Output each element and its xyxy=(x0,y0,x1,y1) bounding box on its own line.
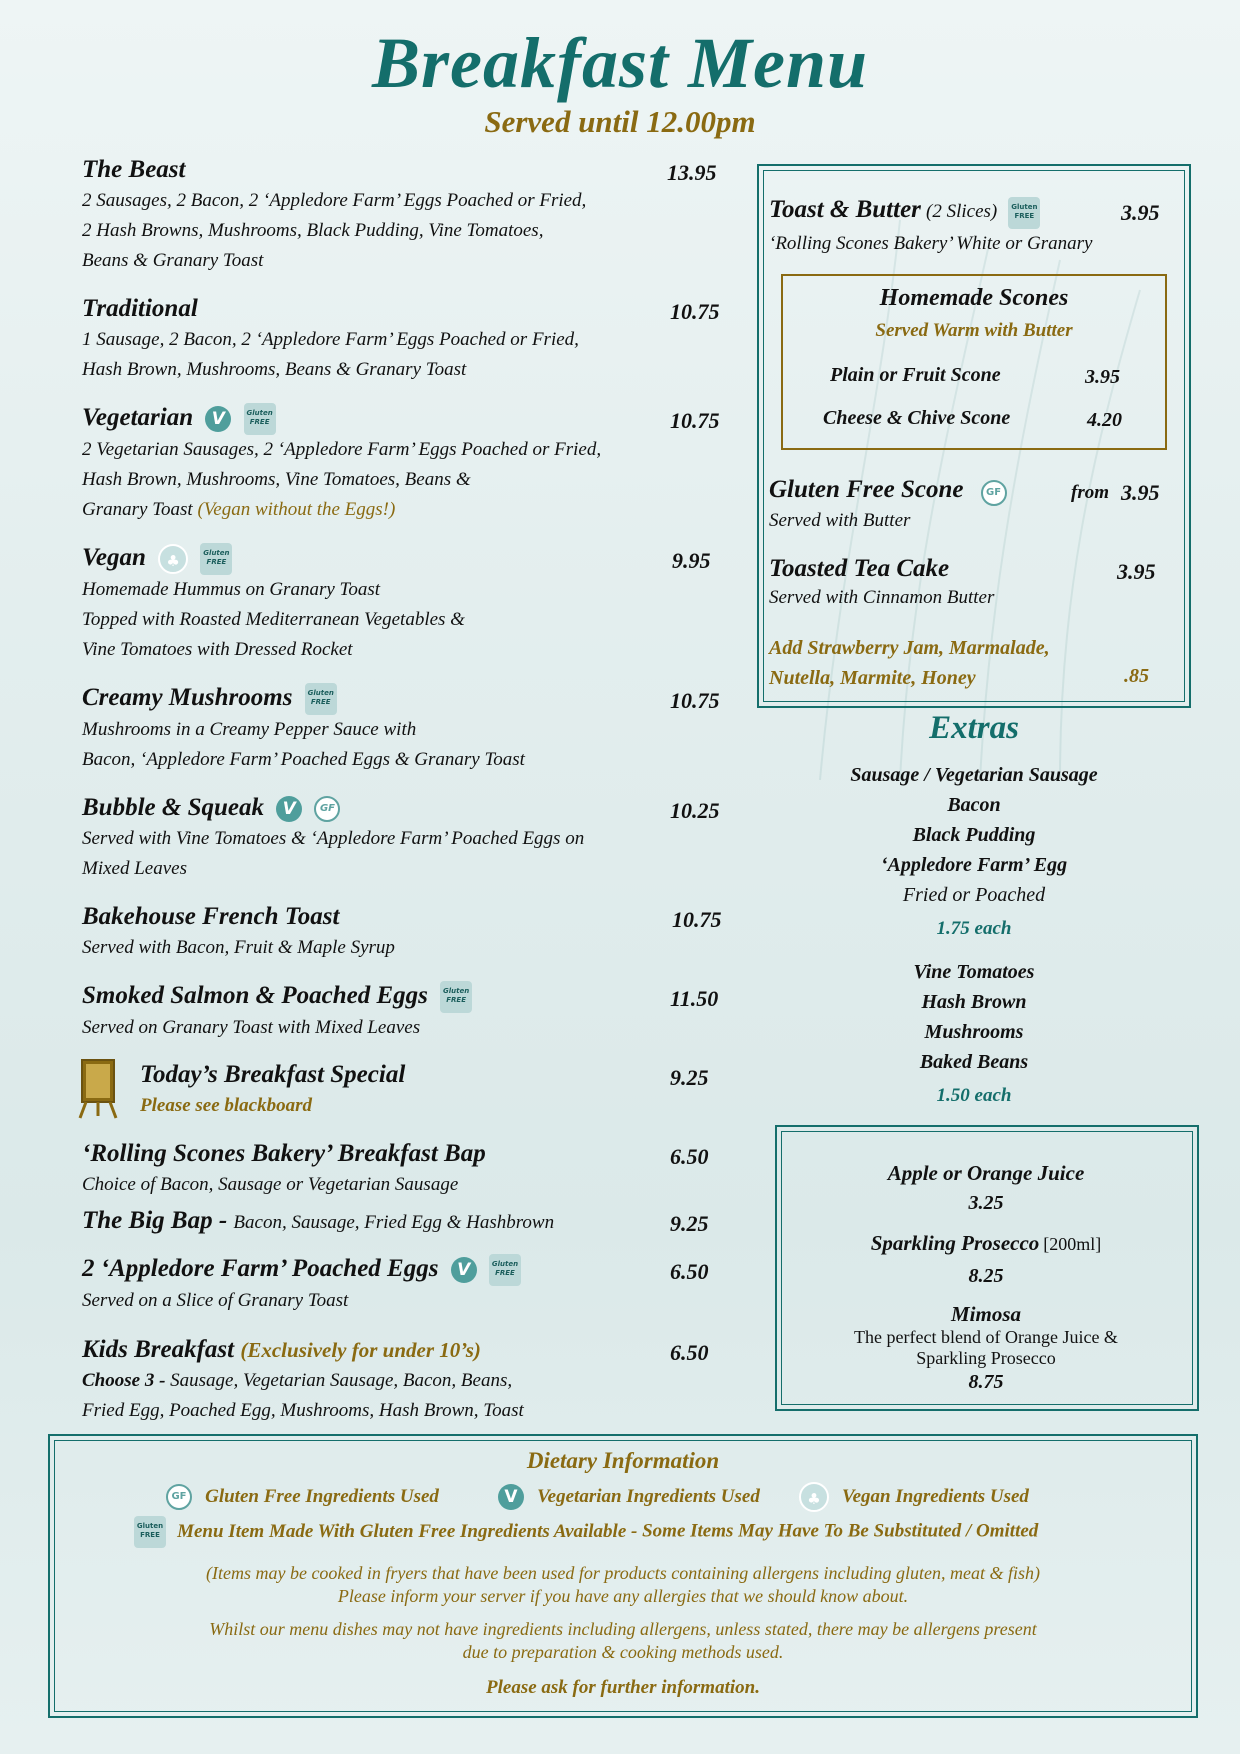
gluten-free-available-icon: Gluten FREE xyxy=(305,683,337,715)
drink-name: Sparkling Prosecco xyxy=(870,1231,1040,1255)
add-ons-line: Add Strawberry Jam, Marmalade, xyxy=(769,637,1050,659)
item-name: Creamy Mushrooms xyxy=(82,684,293,711)
drinks-list xyxy=(777,1158,1195,1395)
right-item-tea-cake xyxy=(769,555,1169,613)
item-name: Traditional xyxy=(82,295,198,322)
item-price: 6.50 xyxy=(670,1259,709,1284)
item-desc-line: Sausage, Vegetarian Sausage, Bacon, Beans, xyxy=(170,1370,513,1391)
extras-title: Extras xyxy=(929,710,1019,746)
extras-group-1 xyxy=(757,760,1191,944)
vegetarian-icon: V xyxy=(498,1484,524,1510)
gluten-free-icon: GF xyxy=(981,480,1007,506)
drink-name: Apple or Orange Juice xyxy=(887,1161,1085,1185)
item-name: Vegetarian xyxy=(82,404,194,431)
item-desc: Served with Cinnamon Butter xyxy=(769,587,995,608)
drink-desc: Sparkling Prosecco xyxy=(916,1348,1056,1368)
item-price: 9.25 xyxy=(670,1211,709,1236)
scone-item-price: 3.95 xyxy=(1085,366,1120,388)
item-name: Bakehouse French Toast xyxy=(82,903,340,930)
item-price: 13.95 xyxy=(667,160,717,185)
extra-item: Sausage / Vegetarian Sausage xyxy=(850,764,1098,786)
item-desc-line: Fried Egg, Poached Egg, Mushrooms, Hash Brown, Toast xyxy=(82,1400,524,1421)
item-qty: (2 Slices) xyxy=(926,201,998,222)
item-desc-line: Beans & Granary Toast xyxy=(82,250,264,271)
item-price: 6.50 xyxy=(670,1340,709,1365)
vegan-icon: ♣ xyxy=(158,544,188,574)
gluten-free-available-icon: Gluten FREE xyxy=(1008,197,1040,229)
menu-item-creamy-mushrooms xyxy=(82,682,722,775)
legend-gfa-note: - Some Items May Have To Be Substituted / Omitted xyxy=(626,1520,1039,1542)
item-desc-line: Mushrooms in a Creamy Pepper Sauce with xyxy=(82,719,417,741)
menu-item-breakfast-special xyxy=(140,1059,720,1121)
item-desc-line: Choice of Bacon, Sausage or Vegetarian Sausage xyxy=(82,1174,459,1195)
item-name: ‘Rolling Scones Bakery’ Breakfast Bap xyxy=(82,1140,486,1167)
legend-gfa-label: Menu Item Made With Gluten Free Ingredients Available xyxy=(177,1520,627,1542)
gluten-free-available-icon: Gluten FREE xyxy=(244,403,276,435)
item-desc-line: Served on a Slice of Granary Toast xyxy=(82,1290,349,1312)
vegan-icon: ♣ xyxy=(799,1482,829,1512)
item-price: 10.75 xyxy=(670,299,720,324)
extra-price: 1.50 each xyxy=(936,1085,1012,1106)
item-desc: ‘Rolling Scones Bakery’ White or Granary xyxy=(769,232,1093,254)
item-desc-line: Homemade Hummus on Granary Toast xyxy=(82,579,381,601)
menu-item-vegetarian xyxy=(82,402,722,525)
allergen-line: (Items may be cooked in fryers that have been used for products containing allergens including gluten, meat & fish) xyxy=(205,1563,1040,1583)
extra-item: Bacon xyxy=(947,794,1001,816)
item-price: 3.95 xyxy=(1121,200,1160,225)
extra-item: Vine Tomatoes xyxy=(913,961,1035,983)
item-name: Toasted Tea Cake xyxy=(769,555,950,582)
vegan-note: (Vegan without the Eggs!) xyxy=(197,499,396,521)
allergen-line: Whilst our menu dishes may not have ingredients including allergens, unless stated, there may be allergens present xyxy=(209,1619,1037,1639)
gluten-free-available-icon: Gluten FREE xyxy=(134,1516,166,1548)
allergen-line: due to preparation & cooking methods used. xyxy=(462,1642,784,1662)
item-price: 11.50 xyxy=(670,986,719,1011)
menu-item-breakfast-bap xyxy=(82,1138,722,1200)
item-name: Toast & Butter xyxy=(769,196,921,223)
item-name: Kids Breakfast xyxy=(82,1336,235,1363)
item-desc-line: Served on Granary Toast with Mixed Leaves xyxy=(82,1017,421,1039)
vegetarian-icon: V xyxy=(205,406,231,432)
kids-note: (Exclusively for under 10’s) xyxy=(240,1338,481,1362)
gluten-free-available-icon: Gluten FREE xyxy=(489,1254,521,1286)
item-desc-line: Granary Toast xyxy=(82,499,193,521)
item-desc-line: 1 Sausage, 2 Bacon, 2 ‘Appledore Farm’ Eggs Poached or Fried, xyxy=(82,329,579,350)
menu-item-french-toast xyxy=(82,901,722,963)
ask-info-line: Please ask for further information. xyxy=(486,1677,760,1698)
legend-vegan-label: Vegan Ingredients Used xyxy=(842,1485,1029,1507)
extra-price: 1.75 each xyxy=(936,918,1012,939)
drink-price: 3.25 xyxy=(968,1192,1004,1214)
item-desc-line: 2 Sausages, 2 Bacon, 2 ‘Appledore Farm’ Eggs Poached or Fried, xyxy=(82,190,587,211)
item-name: The Big Bap - xyxy=(82,1207,234,1234)
item-name: The Beast xyxy=(82,156,186,183)
item-price: 10.75 xyxy=(670,408,720,433)
menu-item-big-bap xyxy=(82,1205,722,1239)
extra-note: Fried or Poached xyxy=(902,884,1046,906)
extra-item: ‘Appledore Farm’ Egg xyxy=(880,854,1068,876)
item-desc-line: Please see blackboard xyxy=(140,1095,313,1116)
allergen-line: Please inform your server if you have any allergies that we should know about. xyxy=(337,1586,909,1606)
item-price: 6.50 xyxy=(670,1144,709,1169)
item-desc-line: Vine Tomatoes with Dressed Rocket xyxy=(82,639,353,661)
price-from-label: from xyxy=(1071,482,1109,503)
gluten-free-available-icon: Gluten FREE xyxy=(200,543,232,575)
menu-item-bubble-squeak xyxy=(82,792,722,884)
item-desc-line: Hash Brown, Mushrooms, Beans & Granary Toast xyxy=(82,359,467,380)
allergen-notice xyxy=(48,1562,1198,1699)
item-name: 2 ‘Appledore Farm’ Poached Eggs xyxy=(82,1255,439,1282)
gluten-free-icon: GF xyxy=(166,1484,192,1510)
extra-item: Hash Brown xyxy=(921,991,1027,1013)
scone-item-name: Plain or Fruit Scone xyxy=(830,364,1001,386)
drink-desc: The perfect blend of Orange Juice & xyxy=(854,1327,1118,1347)
right-item-gf-scone xyxy=(769,476,1169,536)
item-desc-line: Hash Brown, Mushrooms, Vine Tomatoes, Beans & xyxy=(82,469,471,491)
item-name: Smoked Salmon & Poached Eggs xyxy=(82,982,428,1009)
extra-item: Black Pudding xyxy=(912,824,1036,846)
item-price: 9.25 xyxy=(670,1065,709,1090)
dietary-title: Dietary Information xyxy=(526,1448,720,1473)
menu-subtitle: Served until 12.00pm xyxy=(484,104,756,139)
item-desc-line: 2 Hash Browns, Mushrooms, Black Pudding, Vine Tomatoes, xyxy=(82,220,544,241)
drink-size: [200ml] xyxy=(1043,1234,1102,1254)
item-desc-line: Topped with Roasted Mediterranean Vegetables & xyxy=(82,609,465,631)
item-name: Vegan xyxy=(82,544,146,571)
item-price: 3.95 xyxy=(1117,559,1156,584)
legend-veg-label: Vegetarian Ingredients Used xyxy=(537,1485,760,1507)
gluten-free-icon: GF xyxy=(314,796,340,822)
legend-gf-label: Gluten Free Ingredients Used xyxy=(205,1485,439,1507)
item-name: Gluten Free Scone xyxy=(769,476,964,503)
menu-item-vegan xyxy=(82,542,722,665)
item-desc-line: Bacon, ‘Appledore Farm’ Poached Eggs & Granary Toast xyxy=(82,749,525,771)
gluten-free-available-icon: Gluten FREE xyxy=(440,981,472,1013)
item-name: Today’s Breakfast Special xyxy=(140,1061,406,1088)
extra-item: Baked Beans xyxy=(919,1051,1029,1073)
drink-price: 8.25 xyxy=(968,1265,1004,1287)
item-desc-inline: Bacon, Sausage, Fried Egg & Hashbrown xyxy=(233,1212,555,1233)
item-price: 3.95 xyxy=(1121,480,1160,505)
scones-title: Homemade Scones xyxy=(879,285,1069,311)
scone-item-name: Cheese & Chive Scone xyxy=(823,407,1011,429)
item-price: 9.95 xyxy=(672,548,711,573)
extras-group-2 xyxy=(757,957,1191,1111)
menu-item-smoked-salmon xyxy=(82,980,722,1043)
menu-item-traditional xyxy=(82,293,722,385)
item-price: 10.75 xyxy=(670,688,720,713)
menu-item-the-beast xyxy=(82,154,722,276)
item-desc: Served with Butter xyxy=(769,509,911,531)
blackboard-easel-icon xyxy=(78,1058,118,1120)
dietary-legend-row xyxy=(160,1482,1029,1512)
menu-item-poached-eggs xyxy=(82,1253,722,1316)
drink-name: Mimosa xyxy=(950,1302,1021,1326)
item-desc-line: Served with Vine Tomatoes & ‘Appledore Farm’ Poached Eggs on xyxy=(82,828,585,849)
extra-item: Mushrooms xyxy=(924,1021,1024,1043)
add-ons-text xyxy=(769,633,1050,693)
item-name: Bubble & Squeak xyxy=(82,794,264,821)
item-price: 10.25 xyxy=(670,798,720,823)
choose-label: Choose 3 - xyxy=(82,1370,171,1391)
dietary-gfa-row xyxy=(128,1516,1038,1548)
item-desc-line: Mixed Leaves xyxy=(82,858,187,879)
menu-title: Breakfast Menu xyxy=(371,23,869,103)
right-item-toast xyxy=(769,196,1169,259)
scone-item-price: 4.20 xyxy=(1087,409,1122,431)
scones-subtitle: Served Warm with Butter xyxy=(875,320,1073,341)
add-ons-price: .85 xyxy=(1124,665,1149,687)
vegetarian-icon: V xyxy=(451,1257,477,1283)
item-price: 10.75 xyxy=(672,907,722,932)
add-ons-line: Nutella, Marmite, Honey xyxy=(769,667,976,689)
item-desc-line: 2 Vegetarian Sausages, 2 ‘Appledore Farm’ Eggs Poached or Fried, xyxy=(82,439,602,461)
item-desc-line: Served with Bacon, Fruit & Maple Syrup xyxy=(82,937,395,958)
vegetarian-icon: V xyxy=(276,796,302,822)
menu-item-kids-breakfast xyxy=(82,1334,722,1426)
drink-price: 8.75 xyxy=(968,1371,1004,1393)
